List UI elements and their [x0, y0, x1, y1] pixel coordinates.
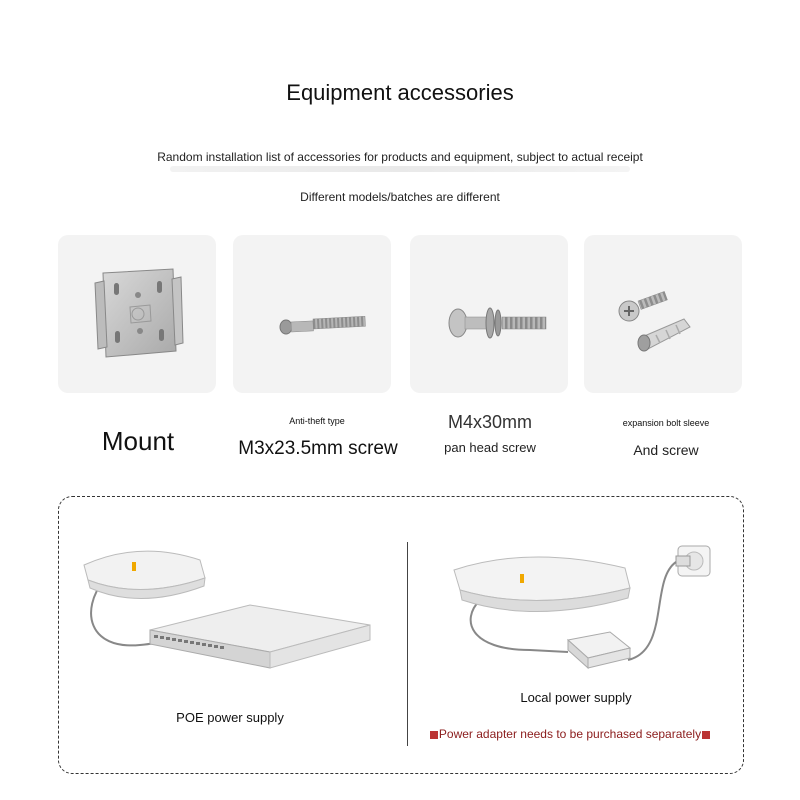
poe-illustration-icon: [70, 540, 390, 680]
accessory-card-mount: [58, 235, 216, 393]
m3-screw-label: M3x23.5mm screw: [238, 438, 398, 459]
long-screw-icon: [233, 235, 391, 393]
faded-text-line: [170, 166, 630, 172]
m4x30mm-label: M4x30mm: [447, 412, 532, 432]
note-marker-icon: [430, 731, 438, 739]
pan-head-screw-label: pan head screw: [444, 440, 536, 455]
note-marker-icon: [702, 731, 710, 739]
accessory-card-anti-theft-screw: [233, 235, 391, 393]
accent-led: [520, 574, 524, 583]
pan-head-screw-icon: [410, 235, 568, 393]
accessory-card-expansion-bolt: [584, 235, 742, 393]
page-note: Different models/batches are different: [300, 190, 500, 204]
local-power-label: Local power supply: [520, 690, 632, 705]
expansion-bolt-sleeve-label: expansion bolt sleeve: [622, 418, 710, 428]
local-power-illustration-icon: [440, 540, 730, 680]
mounting-bracket-icon: [58, 235, 216, 393]
anti-theft-type-label: Anti-theft type: [289, 416, 345, 426]
expansion-bolt-icon: [584, 235, 742, 393]
adapter-note-text: Power adapter needs to be purchased separately: [438, 727, 702, 741]
page-title: Equipment accessories: [286, 80, 514, 105]
panel-divider: [407, 542, 408, 746]
adapter-note: [420, 727, 720, 741]
accessory-card-pan-head-screw: [410, 235, 568, 393]
accent-led: [132, 562, 136, 571]
and-screw-label: And screw: [633, 442, 699, 458]
mount-label: Mount: [101, 426, 175, 456]
poe-power-label: POE power supply: [176, 710, 284, 725]
page-subtitle: Random installation list of accessories for products and equipment, subject to actual receipt: [157, 150, 643, 164]
